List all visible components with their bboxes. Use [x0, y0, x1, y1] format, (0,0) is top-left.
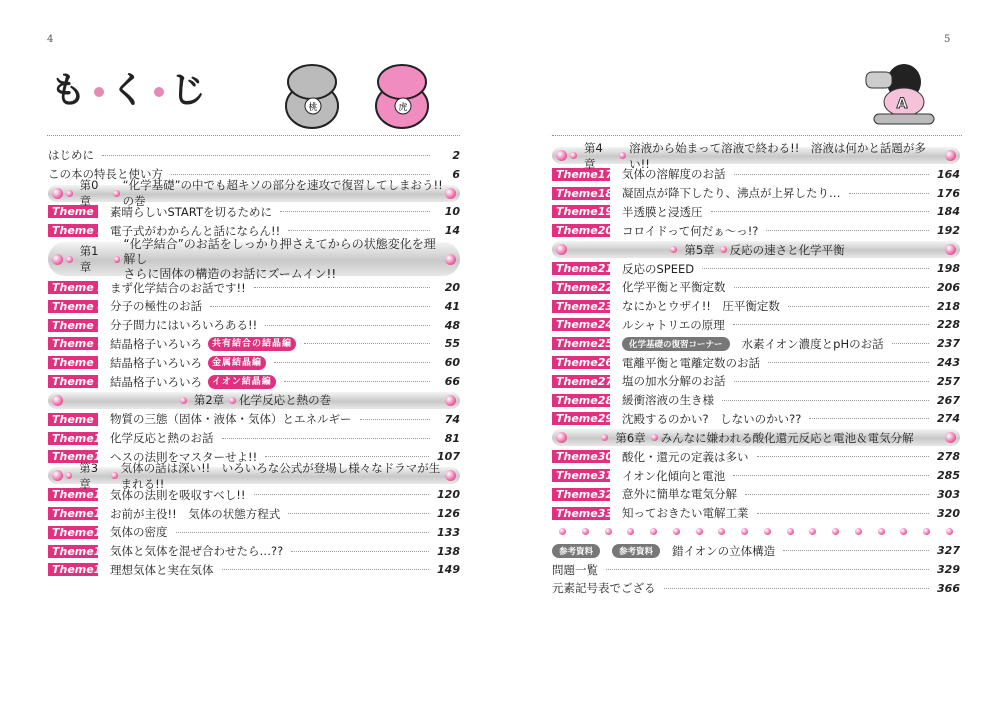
- dotted-leader: [733, 324, 929, 325]
- dotted-leader: [280, 211, 430, 212]
- toc-entry[interactable]: [552, 203, 960, 222]
- page-number: 2: [452, 148, 460, 162]
- dotted-leader: [766, 230, 929, 231]
- entry-title: 理想気体と実在気体: [110, 562, 214, 577]
- title-char: く: [110, 70, 149, 111]
- theme-tag: Theme12: [48, 488, 98, 501]
- page-number: 198: [937, 262, 960, 276]
- pink-ball-icon: [945, 244, 956, 255]
- toc-entry[interactable]: [48, 335, 460, 354]
- dotted-leader: [734, 287, 930, 288]
- dotted-leader: [102, 155, 430, 156]
- toc-entry[interactable]: [552, 466, 960, 485]
- theme-tag: Theme10: [48, 432, 98, 445]
- pink-ball-icon: [832, 528, 839, 535]
- pink-ball-icon: [556, 150, 567, 161]
- divider: [552, 135, 962, 136]
- dotted-leader: [768, 362, 929, 363]
- theme-tag: Theme14: [48, 526, 98, 539]
- entry-title: 知っておきたい電解工業: [622, 506, 749, 521]
- entry-title: 塩の加水分解のお話: [622, 374, 726, 389]
- theme-tag: Theme 3: [48, 281, 98, 294]
- dotted-leader: [222, 438, 431, 439]
- pink-ball-icon: [582, 528, 589, 535]
- entry-title: 水素イオン濃度とpHのお話: [741, 336, 884, 351]
- page-number: 329: [937, 563, 960, 577]
- pink-ball-icon: [855, 528, 862, 535]
- pink-ball-icon: [900, 528, 907, 535]
- entry-title: 電離平衡と電離定数のお話: [622, 355, 760, 370]
- crystal-badge: 金属結晶編: [208, 356, 266, 370]
- page-number: 60: [444, 356, 460, 370]
- theme-tag: Theme15: [48, 545, 98, 558]
- page-number: 55: [444, 337, 460, 351]
- chapter-label: 第2章: [193, 393, 225, 408]
- page-number: 320: [937, 506, 960, 520]
- entry-title: 素晴らしいSTARTを切るために: [110, 204, 272, 219]
- entry-title: お前が主役!! 気体の状態方程式: [110, 506, 281, 521]
- page-number: 274: [937, 412, 960, 426]
- chapter-title: [63, 392, 445, 408]
- dotted-leader: [734, 381, 930, 382]
- dotted-leader: [284, 381, 430, 382]
- dotted-leader: [722, 400, 929, 401]
- page-number: 74: [444, 412, 460, 426]
- toc-entry[interactable]: [48, 561, 460, 580]
- pink-ball-icon: [111, 472, 117, 479]
- page-title: [50, 62, 208, 113]
- pink-ball-icon: [66, 190, 73, 197]
- dotted-leader: [210, 306, 430, 307]
- theme-tag: Theme20: [552, 224, 610, 237]
- page-number: 107: [437, 450, 460, 464]
- dotted-leader: [664, 588, 930, 589]
- page-number: 20: [444, 281, 460, 295]
- title-char: も: [50, 70, 89, 111]
- toc-entry[interactable]: [48, 523, 460, 542]
- crystal-badge: 共有結合の結晶編: [208, 337, 296, 351]
- entry-title: 結晶格子いろいろ: [110, 336, 202, 351]
- toc-entry[interactable]: [552, 579, 960, 598]
- dotted-leader: [288, 513, 429, 514]
- page-number: 164: [937, 167, 960, 181]
- pink-ball-icon: [445, 395, 456, 406]
- pink-ball-icon: [650, 528, 657, 535]
- entry-title: この本の特長と使い方: [48, 167, 163, 182]
- page-number: 278: [937, 450, 960, 464]
- dotted-leader: [274, 362, 430, 363]
- chapter-text: 気体の話は深い!! いろいろな公式が登場し様々なドラマが生まれる!!: [120, 460, 441, 491]
- chapter-header[interactable]: [552, 429, 960, 446]
- page-number: 14: [444, 224, 460, 238]
- page-number: 126: [437, 507, 460, 521]
- dotted-leader: [171, 174, 430, 175]
- toc-entry[interactable]: [552, 297, 960, 316]
- theme-tag: Theme28: [552, 394, 610, 407]
- toc-entry[interactable]: [48, 504, 460, 523]
- dotted-leader: [892, 343, 929, 344]
- pink-ball-icon: [619, 152, 626, 159]
- toc-entry[interactable]: [552, 316, 960, 335]
- theme-tag: Theme29: [552, 412, 610, 425]
- chapter-text: 溶液から始まって溶液で終わる!! 溶液は何かと話題が多い!!: [629, 140, 926, 171]
- page-number: 206: [937, 280, 960, 294]
- theme-tag: Theme17: [552, 168, 610, 181]
- dotted-leader: [254, 287, 430, 288]
- pink-ball-icon: [673, 528, 680, 535]
- appendix-pill: 参考資料: [552, 544, 600, 558]
- theme-tag: Theme32: [552, 488, 610, 501]
- robot-label: A: [896, 96, 908, 112]
- entry-title: はじめに: [48, 148, 94, 163]
- theme-tag: Theme 2: [48, 224, 98, 237]
- divider: [47, 135, 460, 136]
- chapter-label: 第3章: [79, 460, 99, 491]
- page-number: 48: [444, 318, 460, 332]
- theme-tag: Theme33: [552, 507, 610, 520]
- title-dot: [154, 87, 164, 97]
- pink-ball-icon: [878, 528, 885, 535]
- page-number: 149: [437, 563, 460, 577]
- pink-ball-icon: [445, 254, 456, 265]
- theme-tag: Theme19: [552, 205, 610, 218]
- entry-title: 反応のSPEED: [622, 261, 695, 276]
- dotted-leader: [788, 306, 929, 307]
- toc-entry[interactable]: [48, 429, 460, 448]
- review-corner-pill: 化学基礎の復習コーナー: [622, 337, 730, 351]
- pink-ball-icon: [923, 528, 930, 535]
- pink-ball-icon: [229, 397, 236, 404]
- pink-ball-icon: [741, 528, 748, 535]
- page-number: 303: [937, 487, 960, 501]
- page-number: 133: [437, 525, 460, 539]
- chapter-header[interactable]: [48, 178, 460, 209]
- page-number: 228: [937, 318, 960, 332]
- toc-entry[interactable]: [48, 353, 460, 372]
- page-number-right: 5: [944, 34, 951, 45]
- entry-title: ルシャトリエの原理: [622, 317, 725, 332]
- entry-title: 物質の三態（固体・液体・気体）とエネルギー: [110, 412, 352, 427]
- entry-title: 分子の極性のお話: [110, 299, 202, 314]
- pink-ball-icon: [670, 246, 677, 253]
- toc-entry[interactable]: [552, 447, 960, 466]
- pink-ball-icon: [570, 152, 577, 159]
- page-number: 6: [452, 167, 460, 181]
- dotted-leader: [222, 569, 430, 570]
- pink-ball-icon: [718, 528, 725, 535]
- theme-tag: Theme13: [48, 507, 98, 520]
- chapter-text: “化学基礎”の中でも超キソの部分を速攻で復習してしまおう!!の巻: [122, 178, 443, 209]
- pink-ball-icon: [605, 528, 612, 535]
- dotted-leader: [360, 419, 431, 420]
- pink-ball-icon: [945, 432, 956, 443]
- toc-entry[interactable]: [48, 316, 460, 335]
- toc-entry[interactable]: [552, 504, 960, 523]
- theme-tag: Theme25: [552, 337, 610, 350]
- robot-illustration: [862, 58, 942, 128]
- dotted-leader: [304, 343, 430, 344]
- chapter-title: [567, 430, 945, 446]
- entry-title: 気体の法則を吸収すべし!!: [110, 487, 246, 502]
- chapter-label: 第5章: [684, 242, 715, 257]
- chapter-header[interactable]: [48, 460, 460, 491]
- dotted-leader: [711, 211, 930, 212]
- dotted-leader: [745, 494, 929, 495]
- entry-title: 結晶格子いろいろ: [110, 374, 202, 389]
- dotted-leader: [733, 475, 929, 476]
- dotted-leader: [176, 532, 430, 533]
- dotted-leader: [265, 325, 430, 326]
- chapter-label: 第6章: [615, 430, 646, 445]
- cat-label: 虎: [398, 103, 408, 113]
- cat-label: 桃: [308, 103, 318, 113]
- chapter-label: 第0章: [79, 178, 99, 209]
- pink-ball-icon: [946, 528, 953, 535]
- chapter-text: 化学反応と熱の巻: [239, 393, 332, 408]
- pink-ball-icon: [66, 472, 72, 479]
- entry-title: 分子間力にはいろいろある!!: [110, 318, 258, 333]
- pink-ball-icon: [651, 434, 658, 441]
- dotted-leader: [254, 494, 430, 495]
- title-dot: [94, 87, 104, 97]
- entry-title: なにかとウザイ!! 圧平衡定数: [622, 299, 780, 314]
- toc-entry[interactable]: [48, 146, 460, 165]
- pink-ball-icon: [180, 397, 187, 404]
- page-number: 120: [437, 488, 460, 502]
- theme-tag: Theme23: [552, 300, 610, 313]
- pink-ball-icon: [52, 254, 63, 265]
- theme-tag: Theme16: [48, 563, 98, 576]
- pink-ball-icon: [764, 528, 771, 535]
- crystal-badge: イオン結晶編: [208, 375, 276, 389]
- theme-tag: Theme26: [552, 356, 610, 369]
- page-number: 285: [937, 469, 960, 483]
- dotted-leader: [702, 268, 929, 269]
- dotted-leader: [783, 550, 929, 551]
- toc-left-column: [48, 146, 460, 579]
- pink-ball-icon: [556, 432, 567, 443]
- toc-entry[interactable]: [552, 334, 960, 353]
- entry-title: 意外に簡単な電気分解: [622, 487, 737, 502]
- theme-tag: Theme 4: [48, 300, 98, 313]
- entry-title: 結晶格子いろいろ: [110, 355, 202, 370]
- dotted-leader: [757, 456, 930, 457]
- theme-tag: Theme22: [552, 281, 610, 294]
- entry-title: コロイドって何だぁ～っ!?: [622, 223, 759, 238]
- toc-entry[interactable]: [48, 297, 460, 316]
- pink-ball-icon: [66, 256, 73, 263]
- dotted-leader: [288, 230, 430, 231]
- theme-tag: Theme 6: [48, 337, 98, 350]
- toc-entry[interactable]: [552, 372, 960, 391]
- pink-ball-icon: [52, 188, 63, 199]
- entry-title: まず化学結合のお話です!!: [110, 280, 246, 295]
- entry-title: 気体の密度: [110, 525, 168, 540]
- toc-entry[interactable]: [552, 410, 960, 429]
- page-number: 243: [937, 356, 960, 370]
- toc-entry[interactable]: [552, 221, 960, 240]
- chapter-title: [63, 460, 445, 492]
- pink-ball-icon: [945, 150, 956, 161]
- chapter-header[interactable]: [552, 140, 960, 171]
- dotted-leader: [734, 174, 930, 175]
- dotted-leader: [757, 513, 930, 514]
- chapter-label: 第1章: [79, 244, 99, 275]
- chapter-text: 反応の速さと化学平衡: [729, 242, 845, 257]
- page-number-left: 4: [47, 34, 54, 45]
- chapter-title: [567, 140, 945, 172]
- entry-title: 半透膜と浸透圧: [622, 204, 703, 219]
- chapter-header[interactable]: [48, 392, 460, 409]
- chapter-text-block: [123, 237, 445, 282]
- entry-title: 化学平衡と平衡定数: [622, 280, 726, 295]
- pink-ball-icon: [52, 395, 63, 406]
- theme-tag: Theme18: [552, 187, 610, 200]
- pink-ball-icon: [601, 434, 608, 441]
- pink-ball-icon: [809, 528, 816, 535]
- pink-ball-icon: [445, 470, 456, 481]
- entry-title: 気体の溶解度のお話: [622, 167, 726, 182]
- theme-tag: Theme 5: [48, 319, 98, 332]
- page-number: 257: [937, 374, 960, 388]
- page-number: 41: [444, 299, 460, 313]
- cat-illustration: [272, 58, 452, 130]
- review-corner-pill: 参考資料: [612, 544, 660, 558]
- page-number: 267: [937, 393, 960, 407]
- chapter-label: 第4章: [583, 140, 603, 171]
- pink-ball-icon: [445, 188, 456, 199]
- entry-title: ヘスの法則をマスターせよ!!: [110, 449, 258, 464]
- entry-title: イオン化傾向と電池: [622, 468, 726, 483]
- theme-tag: Theme21: [552, 262, 610, 275]
- pink-ball-icon: [720, 246, 727, 253]
- theme-tag: Theme 1: [48, 205, 98, 218]
- theme-tag: Theme 9: [48, 413, 98, 426]
- dotted-leader: [606, 569, 929, 570]
- entry-title: 元素記号表でござる: [552, 581, 656, 596]
- dot-separator: [552, 523, 960, 542]
- chapter-text: “化学結合”のお話をしっかり押さえてからの状態変化を理解し: [123, 236, 436, 266]
- theme-tag: Theme24: [552, 318, 610, 331]
- toc-right-column: [552, 140, 960, 598]
- dotted-leader: [265, 456, 429, 457]
- pink-ball-icon: [113, 190, 120, 197]
- pink-ball-icon: [627, 528, 634, 535]
- theme-tag: Theme 7: [48, 356, 98, 369]
- toc-entry[interactable]: [552, 278, 960, 297]
- page-number: 176: [937, 186, 960, 200]
- page-number: 366: [937, 581, 960, 595]
- entry-title: 電子式がわからんと話にならん!!: [110, 223, 281, 238]
- page-number: 218: [937, 299, 960, 313]
- pink-ball-icon: [696, 528, 703, 535]
- theme-tag: Theme 8: [48, 375, 98, 388]
- chapter-header[interactable]: [552, 241, 960, 258]
- toc-entry[interactable]: [552, 259, 960, 278]
- dotted-leader: [809, 418, 929, 419]
- dotted-leader: [291, 551, 429, 552]
- toc-entry[interactable]: [552, 560, 960, 579]
- toc-entry[interactable]: [552, 541, 960, 560]
- title-char: じ: [170, 70, 209, 111]
- toc-entry[interactable]: [552, 184, 960, 203]
- page-number: 184: [937, 205, 960, 219]
- toc-entry[interactable]: [48, 372, 460, 391]
- entry-title: 沈殿するのかい? しないのかい??: [622, 411, 802, 426]
- entry-title: 酸化・還元の定義は多い: [622, 449, 749, 464]
- page-number: 237: [937, 337, 960, 351]
- theme-tag: Theme30: [552, 450, 610, 463]
- page-number: 138: [437, 544, 460, 558]
- chapter-title: [63, 237, 445, 282]
- dotted-leader: [849, 193, 930, 194]
- page-number: 81: [444, 431, 460, 445]
- chapter-title: [63, 177, 445, 209]
- pink-ball-icon: [52, 470, 63, 481]
- chapter-text: みんなに嫌われる酸化還元反応と電池＆電気分解: [660, 430, 914, 445]
- pink-ball-icon: [556, 244, 567, 255]
- entry-title: 気体と気体を混ぜ合わせたら…??: [110, 544, 284, 559]
- entry-title: 錯イオンの立体構造: [672, 543, 776, 558]
- pink-ball-icon: [114, 256, 121, 263]
- chapter-text: さらに固体の構造のお話にズームイン!!: [123, 266, 337, 281]
- toc-entry[interactable]: [552, 485, 960, 504]
- page-number: 327: [937, 544, 960, 558]
- theme-tag: Theme31: [552, 469, 610, 482]
- entry-title: 問題一覧: [552, 562, 598, 577]
- theme-tag: Theme27: [552, 375, 610, 388]
- page-number: 192: [937, 224, 960, 238]
- toc-entry[interactable]: [48, 410, 460, 429]
- chapter-header[interactable]: [48, 236, 460, 281]
- page-number: 66: [444, 375, 460, 389]
- toc-entry[interactable]: [552, 391, 960, 410]
- page-number: 10: [444, 205, 460, 219]
- chapter-title: [567, 242, 945, 258]
- entry-title: 凝固点が降下したり、沸点が上昇したり…: [622, 186, 841, 201]
- entry-title: 化学反応と熱のお話: [110, 431, 214, 446]
- pink-ball-icon: [559, 528, 566, 535]
- entry-title: 緩衝溶液の生き様: [622, 393, 714, 408]
- pink-ball-icon: [787, 528, 794, 535]
- toc-entry[interactable]: [48, 542, 460, 561]
- theme-tag: Theme11: [48, 450, 98, 463]
- toc-entry[interactable]: [552, 353, 960, 372]
